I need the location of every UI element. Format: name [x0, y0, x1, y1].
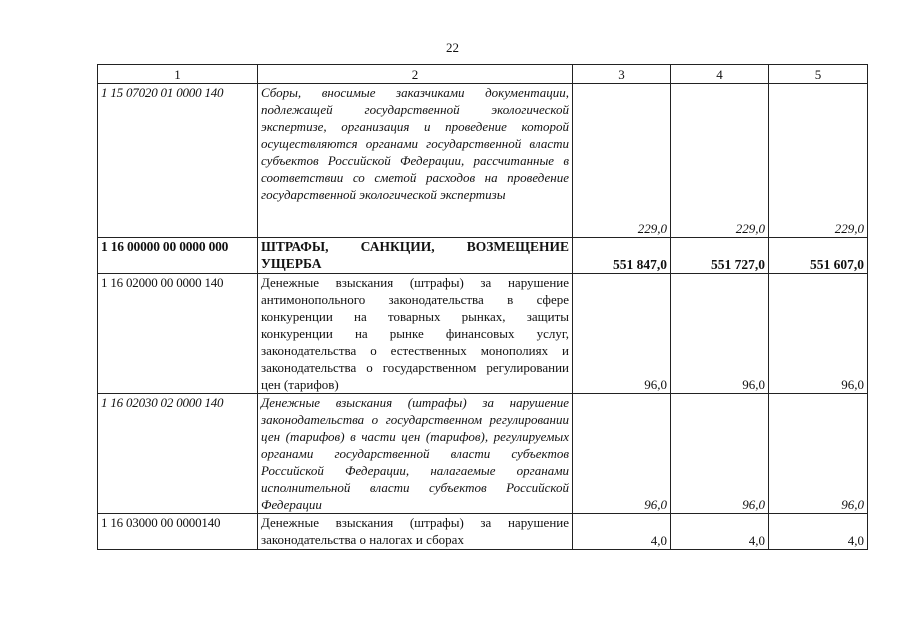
row-value-col3: 96,0: [573, 394, 671, 514]
row-value-col3: 551 847,0: [573, 238, 671, 274]
row-value-col5: 96,0: [769, 274, 868, 394]
row-value-col5: 229,0: [769, 84, 868, 238]
row-description: Денежные взыскания (штрафы) за нарушение антимонопольного законодательства в сфере конкуренции на товарных рынках, защиты конкуренции на рынке финансовых услуг, законодательства о естественных монополиях и законодательства о государственном регулировании цен (тарифов): [258, 274, 573, 394]
column-header-5: 5: [769, 65, 868, 84]
row-value-col4: 551 727,0: [671, 238, 769, 274]
row-value-col3: 229,0: [573, 84, 671, 238]
row-value-col5: 96,0: [769, 394, 868, 514]
row-value-col5: 4,0: [769, 514, 868, 550]
row-code: 1 16 02030 02 0000 140: [98, 394, 258, 514]
table-row-section-header: [98, 238, 868, 274]
column-header-4: 4: [671, 65, 769, 84]
row-code: 1 15 07020 01 0000 140: [98, 84, 258, 238]
page-number: 22: [446, 40, 459, 55]
table-row: [98, 274, 868, 394]
column-header-3: 3: [573, 65, 671, 84]
row-code: 1 16 03000 00 0000140: [98, 514, 258, 550]
row-value-col4: 96,0: [671, 274, 769, 394]
row-code: 1 16 00000 00 0000 000: [98, 238, 258, 274]
row-value-col4: 96,0: [671, 394, 769, 514]
table-header-row: [98, 65, 868, 84]
row-value-col3: 4,0: [573, 514, 671, 550]
row-value-col4: 4,0: [671, 514, 769, 550]
row-value-col5: 551 607,0: [769, 238, 868, 274]
column-header-1: 1: [98, 65, 258, 84]
table-row: [98, 84, 868, 238]
row-value-col3: 96,0: [573, 274, 671, 394]
row-value-col4: 229,0: [671, 84, 769, 238]
budget-revenue-table: [97, 64, 868, 550]
row-description: Денежные взыскания (штрафы) за нарушение законодательства о государственном регулировании цен (тарифов) в части цен (тарифов), регулируемых органами государственной власти субъектов Российской Федерации, налагаемые органами исполнительной власти субъектов Российской Федерации: [258, 394, 573, 514]
table-row: [98, 514, 868, 550]
table-row: [98, 394, 868, 514]
row-code: 1 16 02000 00 0000 140: [98, 274, 258, 394]
row-description: Денежные взыскания (штрафы) за нарушение законодательства о налогах и сборах: [258, 514, 573, 550]
row-description: ШТРАФЫ, САНКЦИИ, ВОЗМЕЩЕНИЕ УЩЕРБА: [258, 238, 573, 274]
row-description: Сборы, вносимые заказчиками документации, подлежащей государственной экологической экспертизе, организация и проведение которой осуществляются органами государственной власти субъектов Российской Федерации, рассчитанные в соответствии со сметой расходов на проведение государственной экологической экспертизы: [258, 84, 573, 238]
column-header-2: 2: [258, 65, 573, 84]
